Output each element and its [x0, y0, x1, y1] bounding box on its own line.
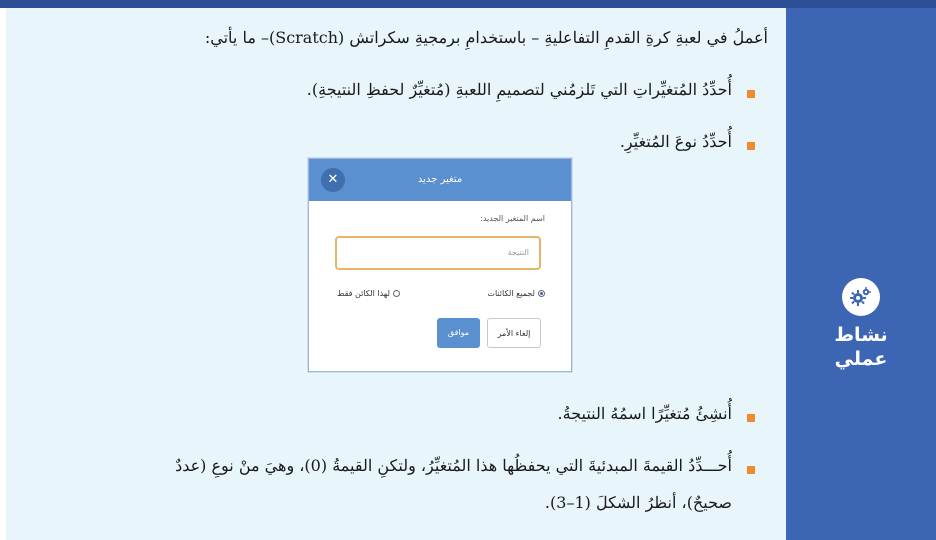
activity-title-line2: عملي: [834, 348, 888, 370]
gears-icon: [842, 278, 880, 316]
variable-name-label: اسم المتغير الجديد:: [480, 214, 545, 223]
bullet-marker: [747, 466, 755, 474]
radio-all-sprites[interactable]: [487, 289, 545, 298]
activity-title-line1: نشاط: [834, 324, 888, 346]
dialog-title: متغير جديد: [417, 174, 463, 185]
bullet-text: أُنشِئُ مُتغيِّرًا اسمُهُ النتيجةُ.: [557, 404, 732, 423]
bullet-marker: [747, 90, 755, 98]
content-panel: [6, 8, 786, 540]
radio-selected-icon[interactable]: [538, 290, 545, 297]
intro-text: أعملُ في لعبةِ كرةِ القدمِ التفاعليةِ – باستخدامِ برمجيةِ سكراتش (Scratch)– ما يأتي:: [204, 28, 768, 47]
variable-name-value: النتيجة: [507, 248, 529, 257]
bullet-text: أُحدِّدُ المُتغيِّراتِ التي تَلزمُني لتصميمِ اللعبةِ (مُتغيِّرٌ لحفظِ النتيجةِ).: [306, 80, 732, 99]
bullet-marker: [747, 414, 755, 422]
bullet-marker: [747, 142, 755, 150]
close-icon[interactable]: ✕: [321, 168, 345, 192]
bullet-text-continued: صحيحٌ)، أنظرُ الشكلَ (1–3).: [544, 493, 732, 512]
bullet-text: أُحدِّدُ نوعَ المُتغيِّرِ.: [619, 132, 732, 151]
activity-sidebar: [786, 8, 936, 540]
radio-all-label: لجميع الكائنات: [487, 289, 535, 298]
radio-unselected-icon[interactable]: [393, 290, 400, 297]
variable-name-input[interactable]: [335, 236, 541, 270]
radio-this-label: لهذا الكائن فقط: [337, 289, 390, 298]
ok-button[interactable]: موافق: [437, 318, 480, 348]
cancel-button[interactable]: إلغاء الأمر: [487, 318, 541, 348]
activity-badge: [826, 278, 896, 370]
bullet-text: أُحـــدِّدُ القيمةَ المبدئيةَ التي يحفظُها هذا المُتغيِّرُ، ولتكنِ القيمةُ (0)، وهيَ منْ نوعِ (عددٌ: [175, 456, 732, 475]
radio-this-sprite[interactable]: [337, 289, 400, 298]
new-variable-dialog: [308, 158, 572, 372]
top-border: [0, 0, 936, 8]
